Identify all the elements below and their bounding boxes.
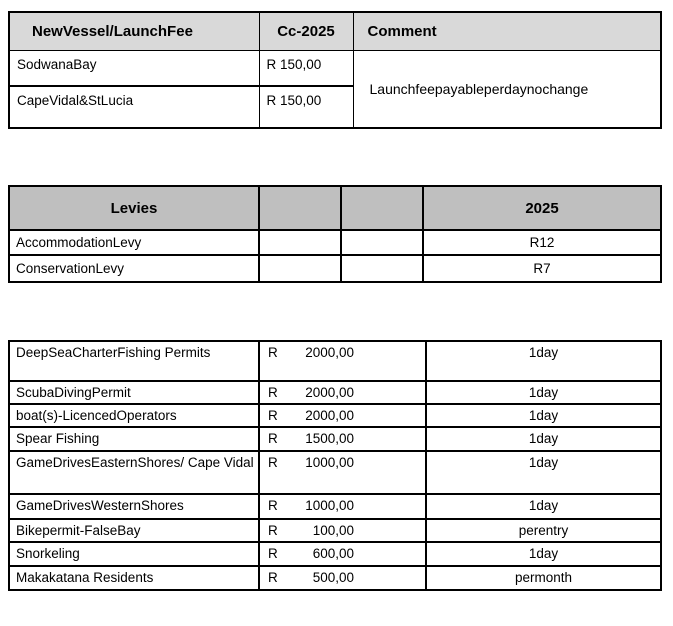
table-row [9, 542, 661, 566]
launch-fee-header-comment: Comment [353, 12, 661, 50]
permit-period: 1day [426, 542, 661, 566]
permit-price [259, 542, 426, 566]
levy-value: R7 [423, 255, 661, 282]
permit-name: Bikepermit-FalseBay [9, 519, 259, 542]
permit-period: 1day [426, 381, 661, 404]
permit-period: perentry [426, 519, 661, 542]
empty-cell [259, 230, 341, 255]
permit-price [259, 494, 426, 519]
empty-cell [341, 230, 423, 255]
permit-name: GameDrivesEasternShores/ Cape Vidal [9, 451, 259, 494]
permit-amount: 500,00 [312, 570, 354, 585]
permit-amount: 1500,00 [305, 431, 354, 446]
permits-table [8, 340, 662, 591]
permit-amount: 2000,00 [305, 385, 354, 400]
permit-amount: 2000,00 [305, 345, 354, 360]
permit-price [259, 451, 426, 494]
permit-amount: 1000,00 [305, 455, 354, 470]
table-row [9, 381, 661, 404]
levies-year-header: 2025 [423, 186, 661, 230]
permit-amount: 1000,00 [305, 498, 354, 513]
launch-fee-comment: Launchfeepayableperdaynochange [353, 50, 661, 128]
permit-price [259, 381, 426, 404]
empty-cell [259, 186, 341, 230]
permit-amount: 2000,00 [305, 408, 354, 423]
table-row [9, 519, 661, 542]
levy-name: AccommodationLevy [9, 230, 259, 255]
permit-price [259, 341, 426, 381]
permit-name: Makakatana Residents [9, 566, 259, 590]
levies-table [8, 185, 662, 283]
launch-fee-value: R 150,00 [259, 50, 353, 86]
currency-symbol: R [268, 455, 278, 470]
permit-period: 1day [426, 341, 661, 381]
launch-fee-table [8, 11, 662, 129]
permit-price [259, 566, 426, 590]
currency-symbol: R [268, 431, 278, 446]
empty-cell [259, 255, 341, 282]
launch-fee-header-row [9, 12, 661, 50]
launch-fee-header-year: Cc-2025 [259, 12, 353, 50]
permit-price [259, 519, 426, 542]
currency-symbol: R [268, 498, 278, 513]
table-row [9, 230, 661, 255]
empty-cell [341, 186, 423, 230]
currency-symbol: R [268, 385, 278, 400]
permit-amount: 100,00 [312, 523, 354, 538]
currency-symbol: R [268, 408, 278, 423]
permit-name: ScubaDivingPermit [9, 381, 259, 404]
permit-period: 1day [426, 494, 661, 519]
permit-name: DeepSeaCharterFishing Permits [9, 341, 259, 381]
permit-period: 1day [426, 451, 661, 494]
permit-period: 1day [426, 404, 661, 427]
currency-symbol: R [268, 570, 278, 585]
permit-name: Spear Fishing [9, 427, 259, 451]
permit-period: 1day [426, 427, 661, 451]
launch-fee-header-name: NewVessel/LaunchFee [9, 12, 259, 50]
permit-period: permonth [426, 566, 661, 590]
levies-header-row [9, 186, 661, 230]
levies-title: Levies [9, 186, 259, 230]
table-row [9, 427, 661, 451]
levy-value: R12 [423, 230, 661, 255]
permit-name: boat(s)-LicencedOperators [9, 404, 259, 427]
table-row [9, 566, 661, 590]
permit-amount: 600,00 [312, 546, 354, 561]
currency-symbol: R [268, 523, 278, 538]
permit-price [259, 427, 426, 451]
currency-symbol: R [268, 546, 278, 561]
table-row [9, 50, 661, 86]
table-row [9, 404, 661, 427]
launch-fee-value: R 150,00 [259, 86, 353, 128]
currency-symbol: R [268, 345, 278, 360]
launch-site-name: SodwanaBay [9, 50, 259, 86]
permit-price [259, 404, 426, 427]
launch-site-name: CapeVidal&StLucia [9, 86, 259, 128]
levy-name: ConservationLevy [9, 255, 259, 282]
empty-cell [341, 255, 423, 282]
permit-name: Snorkeling [9, 542, 259, 566]
permit-name: GameDrivesWesternShores [9, 494, 259, 519]
table-row [9, 451, 661, 494]
table-row [9, 341, 661, 381]
table-row [9, 255, 661, 282]
table-row [9, 494, 661, 519]
